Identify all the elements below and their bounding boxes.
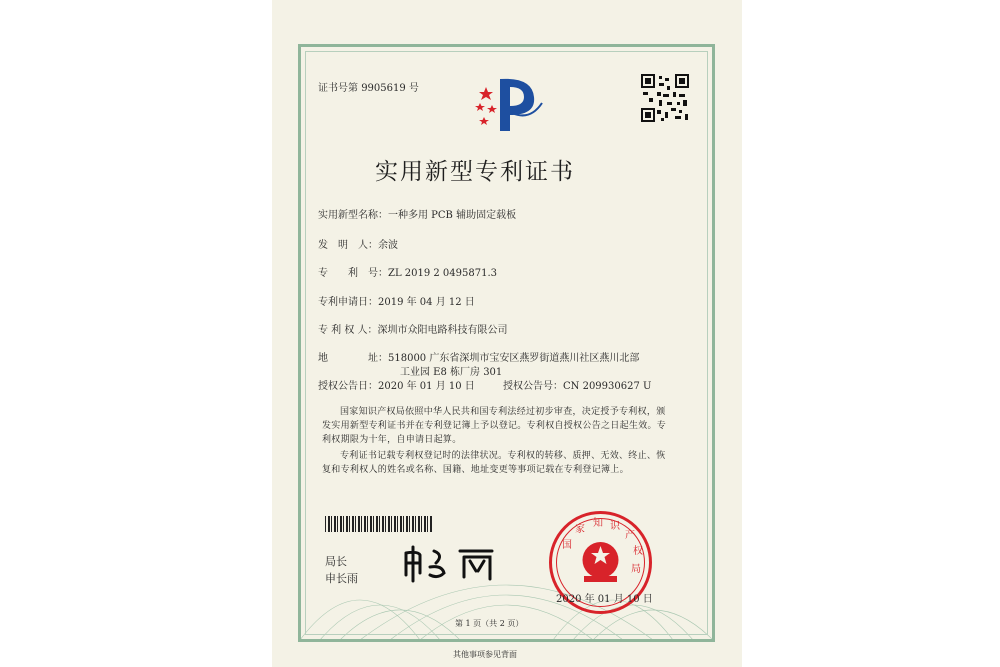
patentee-row [318,321,508,336]
patent-number-label: 专 利 号： [318,268,388,279]
seal-date: 2020 年 01 月 10 日 [556,594,653,605]
svg-text:识: 识 [610,521,620,532]
patentee-value: 深圳市众阳电路科技有限公司 [377,325,508,336]
director-name: 申长雨 [325,572,358,585]
filing-date-row [318,293,475,308]
inventor-label: 发 明 人： [318,240,378,251]
address-line2: 工业园 E8 栋厂房 301 [400,367,503,378]
director-title: 局长 [325,555,347,568]
address-line1: 518000 广东省深圳市宝安区燕罗街道燕川社区燕川北部 [388,353,640,364]
certificate-paragraph-2: 专利证书记载专利权登记时的法律状况。专利权的转移、质押、无效、终止、恢复和专利权人的姓名或名称、国籍、地址变更等事项记载在专利登记簿上。 [322,451,666,475]
footer-note: 其他事项参见背面 [453,650,517,659]
inventor-value: 余波 [378,240,398,251]
grant-date-label: 授权公告日： [318,381,378,392]
grant-number-value: CN 209930627 U [563,381,652,392]
svg-text:知: 知 [593,518,603,529]
address-row [318,349,639,364]
svg-text:局: 局 [631,564,641,575]
utility-model-name-value: 一种多用 PCB 辅助固定载板 [388,210,517,221]
handwritten-signature [400,545,500,583]
grant-date-value: 2020 年 01 月 10 日 [378,381,475,392]
qr-code [641,74,689,122]
grant-date-row [318,377,475,392]
seal-char-1: 国 [562,540,572,551]
utility-model-name-row [318,206,516,221]
patent-number-value: ZL 2019 2 0495871.3 [388,268,498,279]
grant-number-row [503,377,651,392]
patentee-label: 专 利 权 人： [318,325,378,336]
svg-text:权: 权 [633,546,643,557]
page-number: 第 1 页（共 2 页） [455,619,524,628]
svg-text:产: 产 [625,530,635,541]
grant-number-label: 授权公告号： [503,381,563,392]
certificate-number: 证书号第 9905619 号 [318,83,419,94]
svg-text:家: 家 [575,524,585,535]
certificate-paragraph-1: 国家知识产权局依照中华人民共和国专利法经过初步审查，决定授予专利权，颁发实用新型专利证书并在专利登记簿上予以登记。专利权自授权公告之日起生效。专利权期限为十年，自申请日起算。 [322,407,667,445]
cnipa-logo [472,73,544,135]
filing-date-value: 2019 年 04 月 12 日 [378,297,475,308]
patent-number-row [318,264,497,279]
utility-model-name-label: 实用新型名称： [318,210,388,221]
barcode [325,516,433,532]
inventor-row [318,236,398,251]
address-label: 地 址： [318,353,388,364]
filing-date-label: 专利申请日： [318,297,378,308]
certificate-title: 实用新型专利证书 [375,159,575,185]
